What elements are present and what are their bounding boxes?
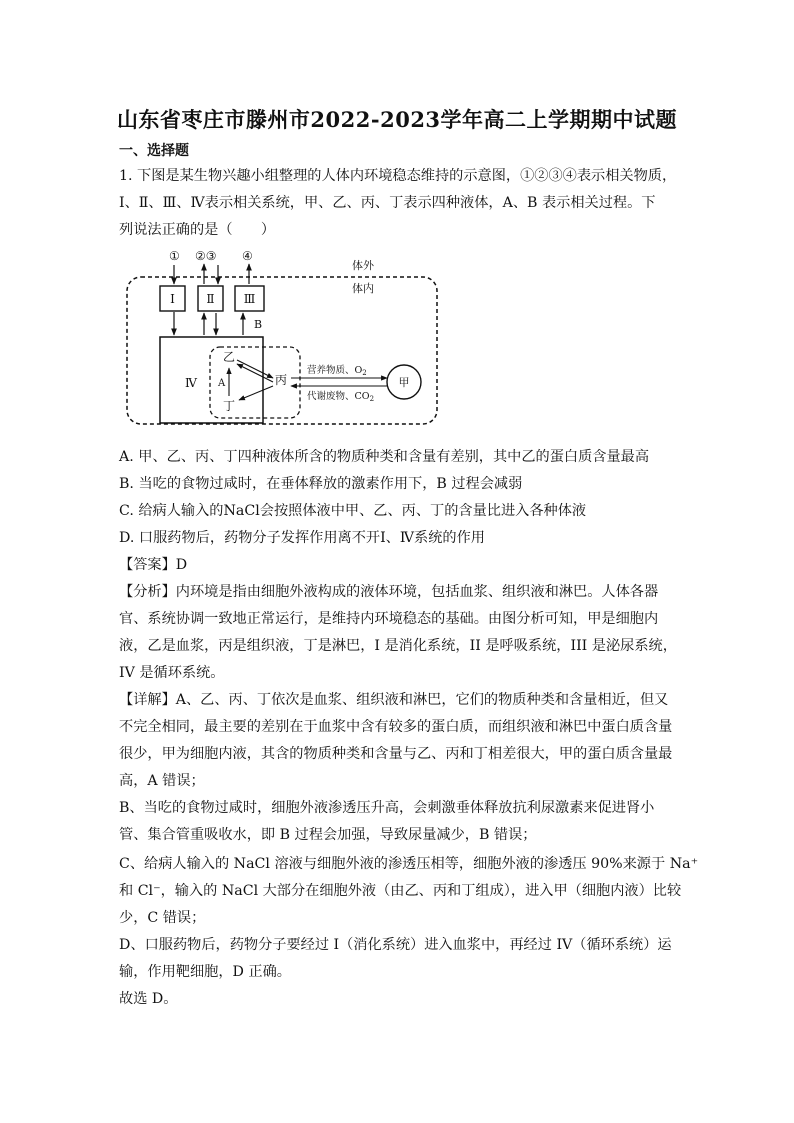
liquid-jia: 甲 <box>398 376 410 389</box>
detail-line: C、给病人输入的 NaCl 溶液与细胞外液的渗透压相等，细胞外液的渗透压 90%来源于 Na⁺ <box>119 856 699 872</box>
system-IV-box <box>160 337 263 423</box>
detail-line: 少，C 错误； <box>119 910 206 926</box>
system-II-label: Ⅱ <box>206 292 215 306</box>
detail-line: 管、集合管重吸收水，即 B 过程会加强，导致尿量减少，B 错误； <box>119 827 537 843</box>
page-title: 山东省枣庄市滕州市2022-2023学年高二上学期期中试题 <box>116 107 678 132</box>
system-IV-label: Ⅳ <box>185 376 197 390</box>
waste-label: 代谢废物、$CO_2$ <box>307 391 375 403</box>
system-III-label: Ⅲ <box>243 292 256 306</box>
marker-1: ① <box>169 249 180 263</box>
option-b: B. 当吃的食物过咸时，在垂体释放的激素作用下，B 过程会减弱 <box>119 476 523 492</box>
detail-line: 【详解】A、乙、丙、丁依次是血浆、组织液和淋巴，它们的物质种类和含量相近，但又 <box>119 692 669 708</box>
detail-line: 不完全相同，最主要的差别在于血浆中含有较多的蛋白质，而组织液和淋巴中蛋白质含量 <box>119 719 673 735</box>
homeostasis-diagram <box>119 244 449 439</box>
option-d: D. 口服药物后，药物分子发挥作用离不开Ⅰ、Ⅳ系统的作用 <box>119 530 485 546</box>
option-c: C. 给病人输入的NaCl会按照体液中甲、乙、丙、丁的含量比进入各种体液 <box>119 503 587 519</box>
detail-line: D、口服药物后，药物分子要经过 I（消化系统）进入血浆中，再经过 IV（循环系统）运 <box>119 937 672 953</box>
liquid-bing: 丙 <box>275 373 288 387</box>
detail-line: B、当吃的食物过咸时，细胞外液渗透压升高，会刺激垂体释放抗利尿激素来促进肾小 <box>119 800 655 816</box>
option-a: A. 甲、乙、丙、丁四种液体所含的物质种类和含量有差别，其中乙的蛋白质含量最高 <box>119 449 650 465</box>
question-stem-line: 列说法正确的是（ ） <box>119 222 276 238</box>
detail-line: 高，A 错误； <box>119 773 205 789</box>
outside-label: 体外 <box>352 259 374 272</box>
analysis-line: IV 是循环系统。 <box>119 665 225 681</box>
inside-label: 体内 <box>352 282 374 295</box>
liquid-yi: 乙 <box>223 350 236 364</box>
answer-line: 【答案】D <box>119 557 188 573</box>
detail-line: 输，作用靶细胞，D 正确。 <box>119 964 291 980</box>
analysis-line: 【分析】内环境是指由细胞外液构成的液体环境，包括血浆、组织液和淋巴。人体各器 <box>119 584 659 600</box>
section-heading: 一、选择题 <box>119 143 189 159</box>
question-stem-line: 1. 下图是某生物兴趣小组整理的人体内环境稳态维持的示意图，①②③④表示相关物质， <box>119 168 677 184</box>
analysis-line: 液，乙是血浆，丙是组织液，丁是淋巴，I 是消化系统，II 是呼吸系统，III 是泌尿系统， <box>119 638 677 654</box>
process-a-label: A <box>218 378 226 389</box>
detail-line: 和 Cl⁻，输入的 NaCl 大部分在细胞外液（由乙、丙和丁组成），进入甲（细胞内液）比较 <box>119 883 682 899</box>
marker-4: ④ <box>242 249 253 263</box>
question-stem-line: Ⅰ、Ⅱ、Ⅲ、Ⅳ表示相关系统，甲、乙、丙、丁表示四种液体，A、B 表示相关过程。下 <box>119 195 656 211</box>
system-I-label: Ⅰ <box>170 292 175 306</box>
detail-line: 很少，甲为细胞内液，其含的物质种类和含量与乙、丙和丁相差很大，甲的蛋白质含量最 <box>119 746 673 762</box>
liquid-ding: 丁 <box>223 399 236 413</box>
nutrients-label: 营养物质、$O_2$ <box>307 365 367 377</box>
marker-2-3: ②③ <box>195 249 217 263</box>
analysis-line: 官、系统协调一致地正常运行，是维持内环境稳态的基础。由图分析可知，甲是细胞内 <box>119 611 659 627</box>
process-b-label: B <box>254 318 263 331</box>
detail-line: 故选 D。 <box>119 991 178 1007</box>
